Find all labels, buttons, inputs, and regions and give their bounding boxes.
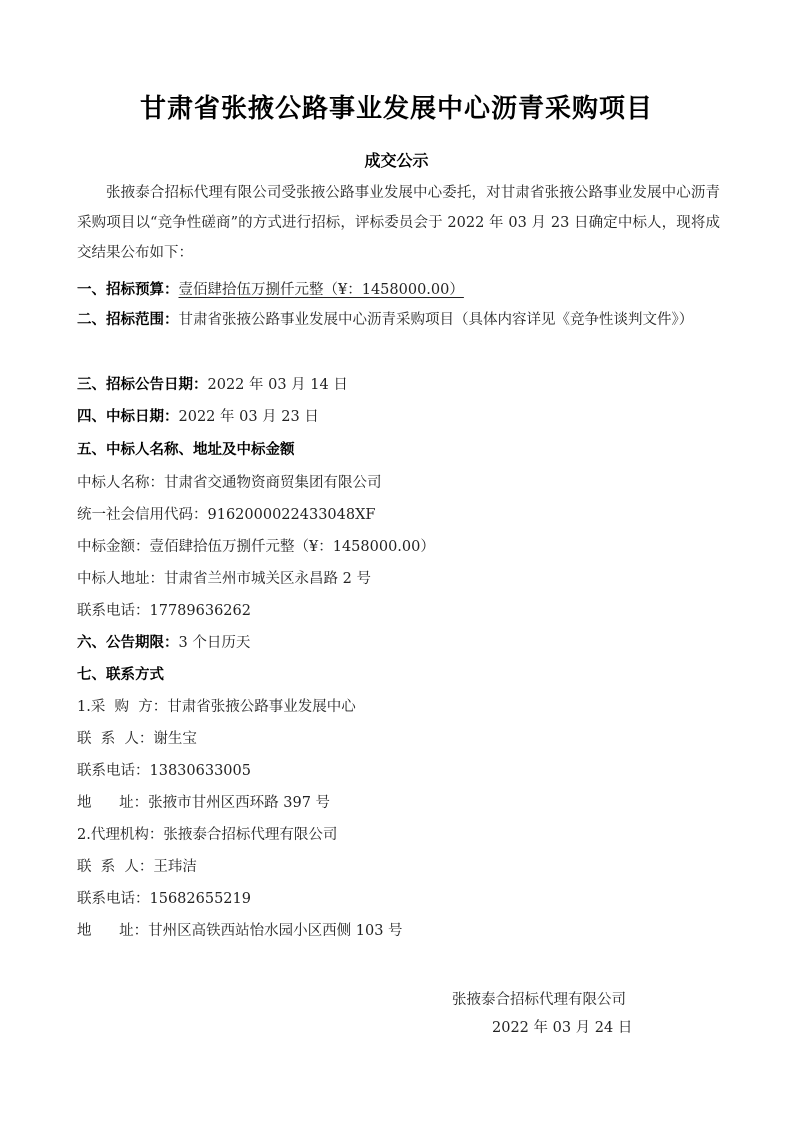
buyer-phone: 联系电话：13830633005 xyxy=(77,763,251,779)
document-subtitle: 成交公示 xyxy=(364,151,429,170)
signature-date: 2022 年 03 月 24 日 xyxy=(492,1020,633,1036)
agency-address: 地 址：甘州区高铁西站怡水园小区西侧 103 号 xyxy=(77,923,403,939)
document-title: 甘肃省张掖公路事业发展中心沥青采购项目 xyxy=(139,94,653,124)
contact-heading: 七、联系方式 xyxy=(77,667,164,683)
winner-address: 中标人地址：甘肃省兰州市城关区永昌路 2 号 xyxy=(77,571,371,587)
scope-value: 甘肃省张掖公路事业发展中心沥青采购项目（具体内容详见《竞争性谈判文件》） xyxy=(178,312,694,328)
agency-phone: 联系电话：15682655219 xyxy=(77,891,251,907)
winner-name: 中标人名称：甘肃省交通物资商贸集团有限公司 xyxy=(77,475,382,491)
announce-date-label: 三、招标公告日期： xyxy=(77,377,208,393)
buyer-title: 1.采 购 方：甘肃省张掖公路事业发展中心 xyxy=(77,699,356,715)
signature-company: 张掖泰合招标代理有限公司 xyxy=(452,992,626,1008)
scope-line xyxy=(77,306,720,334)
buyer-person: 联 系 人：谢生宝 xyxy=(77,731,197,747)
agency-person: 联 系 人：王玮洁 xyxy=(77,859,197,875)
scope-label: 二、招标范围： xyxy=(77,312,179,328)
announce-date-value: 2022 年 03 月 14 日 xyxy=(207,377,348,393)
award-date-label: 四、中标日期： xyxy=(77,409,179,425)
agency-title: 2.代理机构：张掖泰合招标代理有限公司 xyxy=(77,827,338,843)
period-line xyxy=(77,631,720,652)
winner-amount: 中标金额：壹佰肆拾伍万捌仟元整（¥：1458000.00） xyxy=(77,539,435,555)
award-date-line xyxy=(77,405,720,426)
budget-line xyxy=(77,278,720,299)
budget-label: 一、招标预算： xyxy=(77,282,179,298)
intro-paragraph: 张掖泰合招标代理有限公司受张掖公路事业发展中心委托，对甘肃省张掖公路事业发展中心沥青采购项目以“竞争性磋商”的方式进行招标，评标委员会于 2022 年 03 月 23 日确定中标人，现将成交结果公布如下： xyxy=(77,185,720,261)
winner-credit-code: 统一社会信用代码：916200002243304​8XF xyxy=(77,507,376,523)
winner-phone: 联系电话：17789636262 xyxy=(77,603,251,619)
announce-date-line xyxy=(77,373,720,394)
period-label: 六、公告期限： xyxy=(77,635,179,651)
award-date-value: 2022 年 03 月 23 日 xyxy=(178,409,319,425)
buyer-address: 地 址：张掖市甘州区西环路 397 号 xyxy=(77,795,331,811)
period-value: 3 个日历天 xyxy=(178,635,251,651)
winner-heading: 五、中标人名称、地址及中标金额 xyxy=(77,442,295,458)
budget-value: 壹佰肆拾伍万捌仟元整（¥：1458000.00） xyxy=(178,282,464,298)
